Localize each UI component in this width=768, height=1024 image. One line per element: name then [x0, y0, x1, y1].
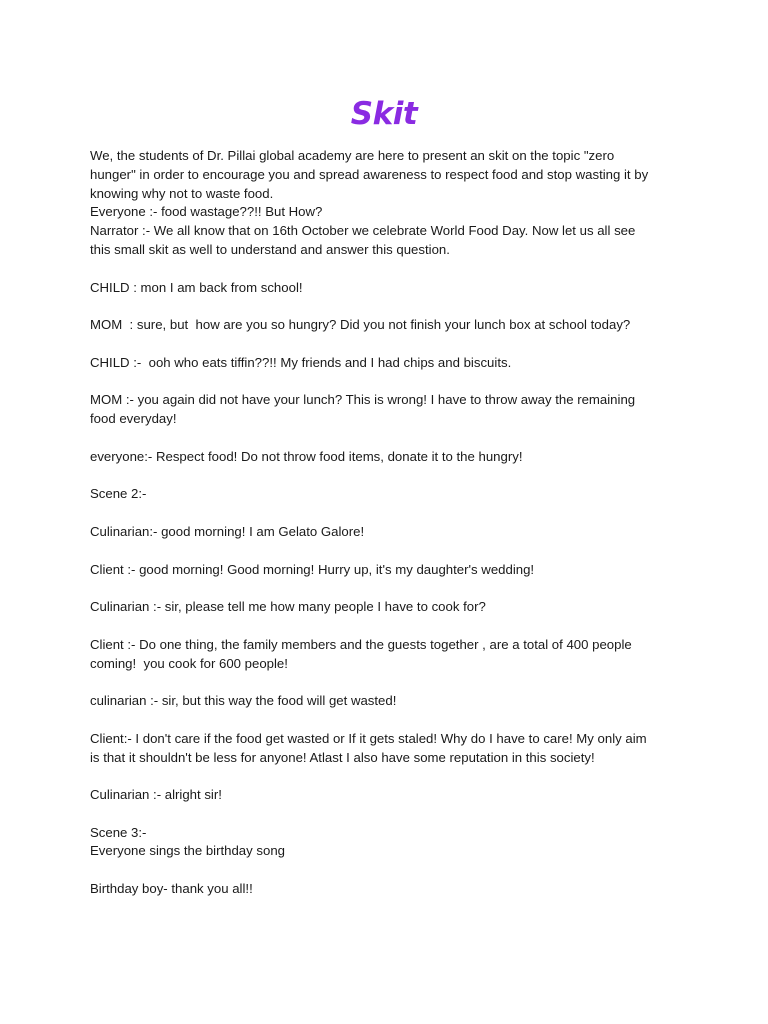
page-title: Skit [350, 96, 418, 132]
text-line: Client :- good morning! Good morning! Hurry up, it's my daughter's wedding! [90, 561, 535, 577]
paragraph [90, 692, 680, 711]
text-line: We, the students of Dr. Pillai global academy are here to present an skit on the topic "zero [90, 148, 615, 163]
text-line: Narrator :- We all know that on 16th October we celebrate World Food Day. Now let us all see [90, 223, 636, 239]
text-line: this small skit as well to understand and answer this question. [90, 241, 450, 257]
text-line: coming! you cook for 600 people! [90, 655, 288, 671]
text-line: Birthday boy- thank you all!! [90, 881, 253, 897]
paragraph [90, 147, 680, 260]
paragraph [90, 354, 680, 373]
text-line: knowing why not to waste food. [90, 185, 274, 201]
text-line: MOM :- you again did not have your lunch? This is wrong! I have to throw away the remaining [90, 392, 636, 408]
text-line: Everyone sings the birthday song [90, 843, 285, 859]
paragraph [90, 786, 680, 805]
text-line: food everyday! [90, 411, 177, 427]
text-line: Scene 3:- [90, 824, 147, 840]
document-body [90, 147, 680, 918]
text-line: Culinarian :- sir, please tell me how many people I have to cook for? [90, 599, 486, 615]
paragraph [90, 448, 680, 467]
text-line: Culinarian :- alright sir! [90, 787, 222, 803]
paragraph [90, 636, 680, 674]
text-line: hunger" in order to encourage you and spread awareness to respect food and stop wasting it by [90, 166, 649, 182]
text-line: CHILD : mon I am back from school! [90, 279, 303, 295]
paragraph [90, 523, 680, 542]
paragraph [90, 391, 680, 429]
text-line: MOM : sure, but how are you so hungry? Did you not finish your lunch box at school today? [90, 317, 631, 333]
text-line: CHILD :- ooh who eats tiffin??!! My friends and I had chips and biscuits. [90, 354, 512, 370]
paragraph [90, 598, 680, 617]
text-line: Culinarian:- good morning! I am Gelato Galore! [90, 523, 365, 539]
paragraph [90, 824, 680, 862]
text-line: culinarian :- sir, but this way the food will get wasted! [90, 693, 397, 709]
paragraph [90, 880, 680, 899]
text-line: Client:- I don't care if the food get wasted or If it gets staled! Why do I have to care! My only aim [90, 730, 647, 746]
paragraph [90, 279, 680, 298]
text-line: everyone:- Respect food! Do not throw food items, donate it to the hungry! [90, 448, 523, 464]
paragraph [90, 730, 680, 768]
paragraph [90, 561, 680, 580]
text-line: Everyone :- food wastage??!! But How? [90, 204, 323, 220]
paragraph [90, 316, 680, 335]
text-line: Client :- Do one thing, the family members and the guests together , are a total of 400 people [90, 636, 632, 652]
text-line: Scene 2:- [90, 486, 147, 502]
paragraph [90, 485, 680, 504]
text-line: is that it shouldn't be less for anyone! Atlast I also have some reputation in this society! [90, 749, 595, 765]
